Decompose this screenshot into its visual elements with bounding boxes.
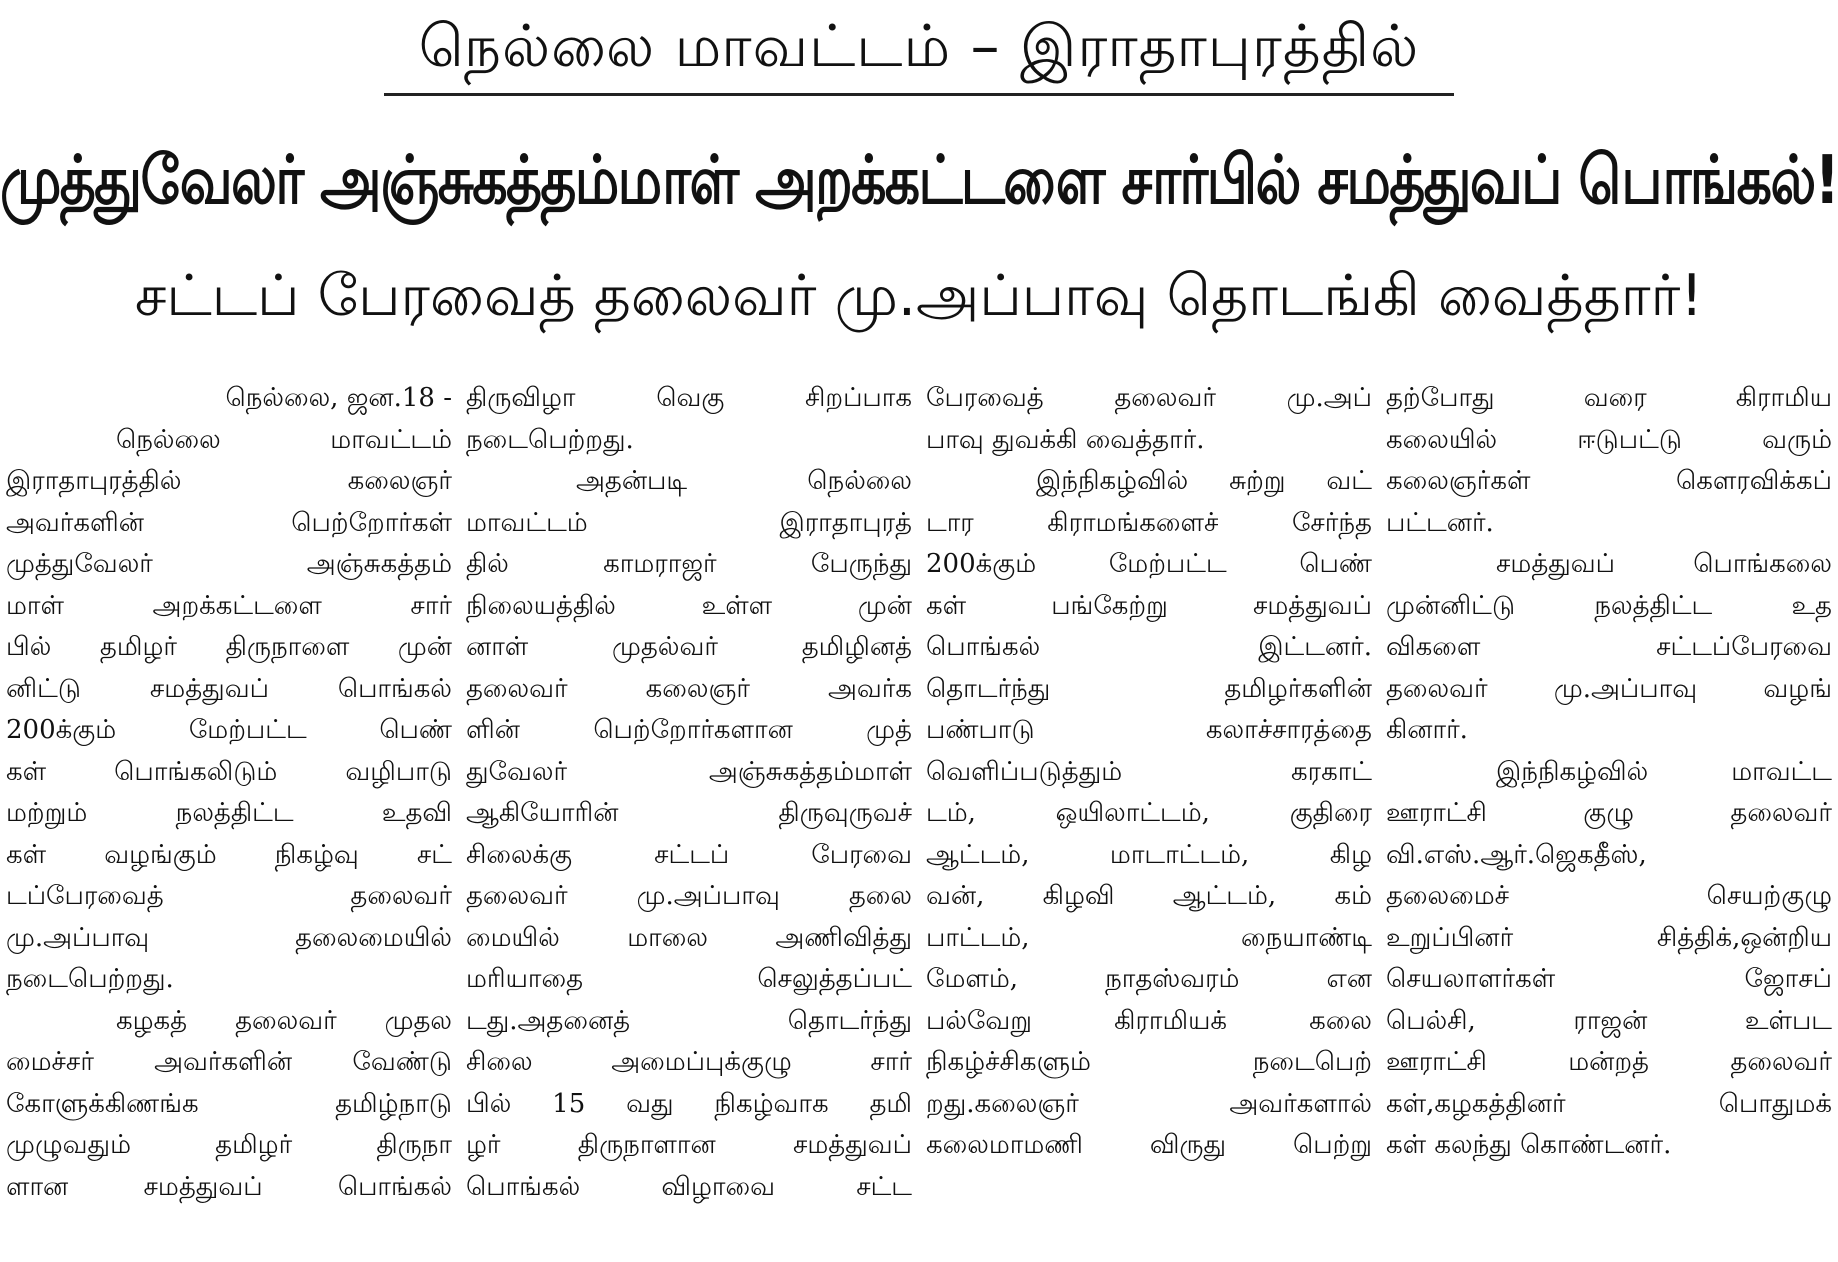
- text-line: முழுவதும் தமிழர் திருநா: [6, 1130, 452, 1160]
- text-line: மு.அப்பாவு தலைமையில்: [6, 922, 452, 953]
- text-line: மற்றும் நலத்திட்ட உதவி: [6, 798, 452, 828]
- text-line: வன், கிழவி ஆட்டம், கம்: [926, 881, 1372, 911]
- text-line: துவேலர் அஞ்சுகத்தம்மாள்: [466, 756, 912, 787]
- dateline: நெல்லை, ஜன.18 -: [225, 383, 452, 413]
- text-line: இந்நிகழ்வில் சுற்று வட்: [1036, 466, 1372, 496]
- text-line: பண்பாடு கலாச்சாரத்தை: [926, 715, 1372, 745]
- text-line: ஊராட்சி குழு தலைவர்: [1386, 798, 1832, 828]
- text-line: ழர் திருநாளான சமத்துவப்: [466, 1130, 912, 1160]
- text-line: டது.அதனைத் தொடர்ந்து: [466, 1005, 912, 1036]
- text-line: பட்டனர்.: [1386, 507, 1494, 538]
- text-line: டப்பேரவைத் தலைவர்: [6, 881, 452, 911]
- text-line: ஊராட்சி மன்றத் தலைவர்: [1386, 1047, 1832, 1077]
- text-line: னிட்டு சமத்துவப் பொங்கல்: [6, 673, 452, 704]
- text-line: உறுப்பினர் சித்திக்,ஒன்றிய: [1386, 922, 1832, 953]
- text-line: இராதாபுரத்தில் கலைஞர்: [6, 466, 452, 496]
- text-line: நெல்லை மாவட்டம்: [116, 424, 452, 455]
- text-line: செயலாளர்கள் ஜோசப்: [1386, 964, 1832, 994]
- article-kicker: நெல்லை மாவட்டம் – இராதாபுரத்தில்: [418, 12, 1420, 80]
- body-column-3: [926, 378, 1372, 1258]
- text-line: டம், ஒயிலாட்டம், குதிரை: [926, 798, 1372, 828]
- text-line: னாள் முதல்வர் தமிழினத்: [466, 632, 912, 662]
- text-line: திருவிழா வெகு சிறப்பாக: [466, 383, 912, 413]
- text-line: பாவு துவக்கி வைத்தார்.: [926, 424, 1205, 455]
- text-line: பில் தமிழர் திருநாளை முன்: [6, 632, 452, 662]
- body-column-4: [1386, 378, 1832, 1258]
- text-line: கோளுக்கிணங்க தமிழ்நாடு: [6, 1088, 452, 1119]
- text-line: தலைமைச் செயற்குழு: [1386, 881, 1832, 911]
- text-line: கினார்.: [1386, 715, 1468, 745]
- article-headline: முத்துவேலர் அஞ்சுகத்தம்மாள் அறக்கட்டளை சார்பில் சமத்துவப் பொங்கல்!: [0, 141, 1838, 219]
- text-line: ஆகியோரின் திருவுருவச்: [466, 798, 912, 828]
- article-subheadline: சட்டப் பேரவைத் தலைவர் மு.அப்பாவு தொடங்கி வைத்தார்!: [134, 263, 1704, 329]
- article-body: [6, 378, 1832, 1258]
- text-line: பொங்கல் இட்டனர்.: [926, 632, 1372, 662]
- text-line: தலைவர் மு.அப்பாவு வழங்: [1386, 673, 1832, 704]
- text-line: இந்நிகழ்வில் மாவட்ட: [1496, 756, 1832, 787]
- text-line: மேளம், நாதஸ்வரம் என: [926, 964, 1372, 994]
- text-line: மரியாதை செலுத்தப்பட்: [466, 964, 912, 994]
- text-line: நடைபெற்றது.: [466, 424, 634, 455]
- text-line: மாவட்டம் இராதாபுரத்: [466, 507, 912, 538]
- text-line: பேரவைத் தலைவர் மு.அப்: [926, 383, 1372, 413]
- text-line: தில் காமராஜர் பேருந்து: [466, 549, 912, 579]
- body-column-2: [466, 378, 912, 1258]
- text-line: முத்துவேலர் அஞ்சுகத்தம்: [6, 549, 452, 579]
- text-line: கள் பங்கேற்று சமத்துவப்: [926, 590, 1372, 621]
- text-line: தலைவர் கலைஞர் அவர்க: [466, 673, 912, 704]
- text-line: கள்,கழகத்தினர் பொதுமக்: [1386, 1088, 1832, 1119]
- text-line: வெளிப்படுத்தும் கரகாட்: [926, 756, 1372, 787]
- text-line: சிலைக்கு சட்டப் பேரவை: [466, 839, 912, 870]
- text-line: ளின் பெற்றோர்களான முத்: [466, 715, 912, 745]
- text-line: பாட்டம், நையாண்டி: [926, 922, 1372, 953]
- text-line: கலையில் ஈடுபட்டு வரும்: [1386, 424, 1832, 455]
- text-line: 200க்கும் மேற்பட்ட பெண்: [6, 715, 452, 745]
- text-line: தொடர்ந்து தமிழர்களின்: [926, 673, 1372, 704]
- text-line: மாள் அறக்கட்டளை சார்: [6, 590, 452, 621]
- text-line: 200க்கும் மேற்பட்ட பெண்: [926, 549, 1372, 579]
- text-line: றது.கலைஞர் அவர்களால்: [926, 1088, 1372, 1119]
- text-line: சமத்துவப் பொங்கலை: [1496, 549, 1832, 579]
- kicker-rule: [384, 93, 1454, 96]
- text-line: நிலையத்தில் உள்ள முன்: [466, 590, 912, 621]
- text-line: அதன்படி நெல்லை: [576, 466, 912, 496]
- text-line: மைச்சர் அவர்களின் வேண்டு: [6, 1047, 452, 1077]
- text-line: வி.எஸ்.ஆர்.ஜெகதீஸ்,: [1386, 839, 1647, 870]
- text-line: கள் கலந்து கொண்டனர்.: [1386, 1130, 1672, 1160]
- text-line: தலைவர் மு.அப்பாவு தலை: [466, 881, 912, 911]
- text-line: கலைஞர்கள் கௌரவிக்கப்: [1386, 466, 1832, 496]
- text-line: தற்போது வரை கிராமிய: [1386, 383, 1832, 413]
- text-line: சிலை அமைப்புக்குழு சார்: [466, 1047, 912, 1077]
- text-line: ளான சமத்துவப் பொங்கல்: [6, 1171, 452, 1202]
- text-line: பெல்சி, ராஜன் உள்பட: [1386, 1005, 1832, 1036]
- text-line: கள் வழங்கும் நிகழ்வு சட்: [6, 839, 452, 870]
- text-line: ஆட்டம், மாடாட்டம், கிழ: [926, 839, 1372, 870]
- body-column-1: [6, 378, 452, 1258]
- text-line: பொங்கல் விழாவை சட்ட: [466, 1171, 912, 1202]
- text-line: பல்வேறு கிராமியக் கலை: [926, 1005, 1372, 1036]
- text-line: கழகத் தலைவர் முதல: [116, 1005, 452, 1036]
- text-line: நிகழ்ச்சிகளும் நடைபெற்: [926, 1047, 1372, 1077]
- text-line: பில் 15 வது நிகழ்வாக தமி: [466, 1088, 912, 1119]
- text-line: கலைமாமணி விருது பெற்று: [926, 1130, 1372, 1160]
- text-line: விகளை சட்டப்பேரவை: [1386, 632, 1832, 662]
- text-line: மையில் மாலை அணிவித்து: [466, 922, 912, 953]
- text-line: அவர்களின் பெற்றோர்கள்: [6, 507, 452, 538]
- text-line: நடைபெற்றது.: [6, 964, 174, 994]
- text-line: டார கிராமங்களைச் சேர்ந்த: [926, 507, 1372, 538]
- text-line: முன்னிட்டு நலத்திட்ட உத: [1386, 590, 1832, 621]
- text-line: கள் பொங்கலிடும் வழிபாடு: [6, 756, 452, 787]
